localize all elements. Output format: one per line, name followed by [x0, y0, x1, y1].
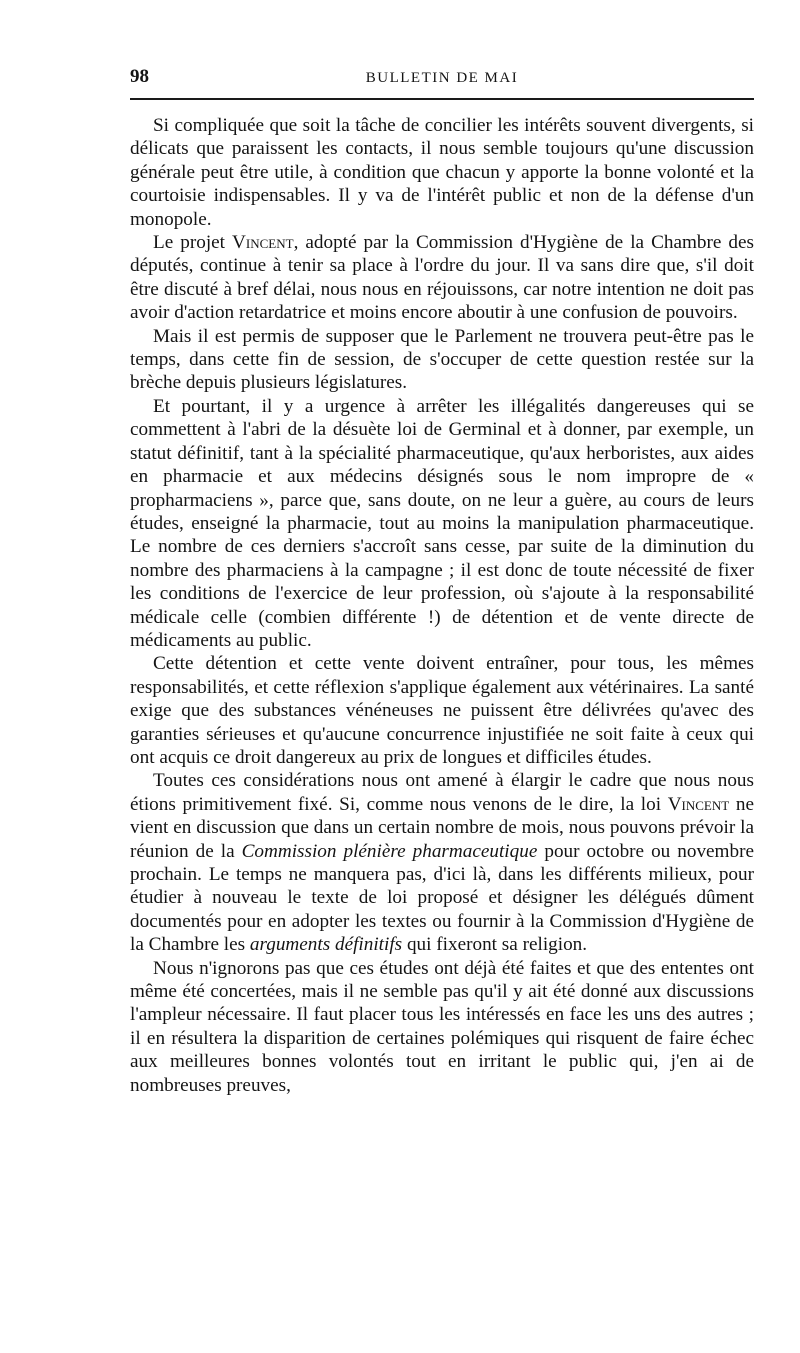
paragraph-2: Le projet Vincent, adopté par la Commission d'Hygiène de la Chambre des députés, continue à tenir sa place à l'ordre du jour. Il va sans dire que, s'il doit être discuté à bref délai, nous nous en réjouissons, car notre intention ne doit pas avoir d'action retardatrice et moins encore aboutir à une confusion de pouvoirs. — [130, 232, 754, 324]
page-header — [130, 62, 754, 92]
page-number: 98 — [130, 66, 149, 87]
paragraph-7: Nous n'ignorons pas que ces études ont déjà été faites et que des ententes ont même été concertées, mais il ne semble pas qu'il y ait été donné aux discussions l'ampleur nécessaire. Il faut placer tous les intéressés en face les uns des autres ; il en résultera la disparition de certaines polémiques qui risquent de faire échec aux meilleures bonnes volontés tout en irritant le public qui, j'en ai de nombreuses preuves, — [130, 957, 754, 1096]
author-name: Vincent — [232, 232, 294, 254]
header-rule — [130, 98, 754, 100]
body-text — [130, 114, 754, 1097]
paragraph-6: Toutes ces considérations nous ont amené à élargir le cadre que nous nous étions primitivement fixé. Si, comme nous venons de le dire, la loi Vincent ne vient en discussion que dans un certain nombre de mois, nous pouvons prévoir la réunion de la Commission plénière pharmaceutique pour octobre ou novembre prochain. Le temps ne manquera pas, d'ici là, dans les différents milieux, pour étudier à nouveau le texte de loi proposé et désigner les délégués dûment documentés pour en adopter les textes ou fournir à la Commission d'Hygiène de la Chambre les arguments définitifs qui fixeront sa religion. — [130, 770, 754, 956]
author-name: Vincent — [667, 793, 730, 815]
paragraph-4: Et pourtant, il y a urgence à arrêter les illégalités dangereuses qui se commettent à l'abri de la désuète loi de Germinal et à donner, par exemple, un statut définitif, tant à la spécialité pharmaceutique, qu'aux herboristes, aux aides en pharmacie et aux médecins désignés sous le nom impropre de « propharmaciens », parce que, sans doute, on ne leur a guère, au cours de leurs études, enseigné la pharmacie, tout au moins la manipulation pharmaceutique. Le nombre de ces derniers s'accroît sans cesse, par suite de la diminution du nombre des pharmaciens à la campagne ; il est donc de toute nécessité de fixer les conditions de l'exercice de leur profession, où s'ajoute à la responsabilité médicale celle (combien différente !) de détention et de vente directe de médicaments au public. — [130, 395, 754, 651]
paragraph-5: Cette détention et cette vente doivent entraîner, pour tous, les mêmes responsabilités, et cette réflexion s'applique également aux vétérinaires. La santé exige que des substances vénéneuses ne puissent être délivrées qu'avec des garanties sérieuses et qu'aucune concurrence injustifiée ne soit faite à ceux qui ont acquis ce droit dangereux au prix de longues et difficiles études. — [130, 653, 754, 768]
document-page — [130, 62, 754, 1097]
running-title: BULLETIN DE MAI — [365, 70, 519, 86]
paragraph-3: Mais il est permis de supposer que le Parlement ne trouvera peut-être pas le temps, dans cette fin de session, de s'occuper de cette question restée sur la brèche depuis plusieurs législatures. — [130, 325, 754, 394]
paragraph-1: Si compliquée que soit la tâche de concilier les intérêts souvent divergents, si délicats que paraissent les contacts, il nous semble toujours qu'une discussion générale peut être utile, à condition que chacun y apporte la bonne volonté et la courtoisie indispensables. Il y va de l'intérêt public et non de la défense d'un monopole. — [130, 115, 754, 230]
emphasis: arguments définitifs — [249, 934, 403, 956]
emphasis: Commission plénière pharmaceutique — [241, 840, 538, 862]
